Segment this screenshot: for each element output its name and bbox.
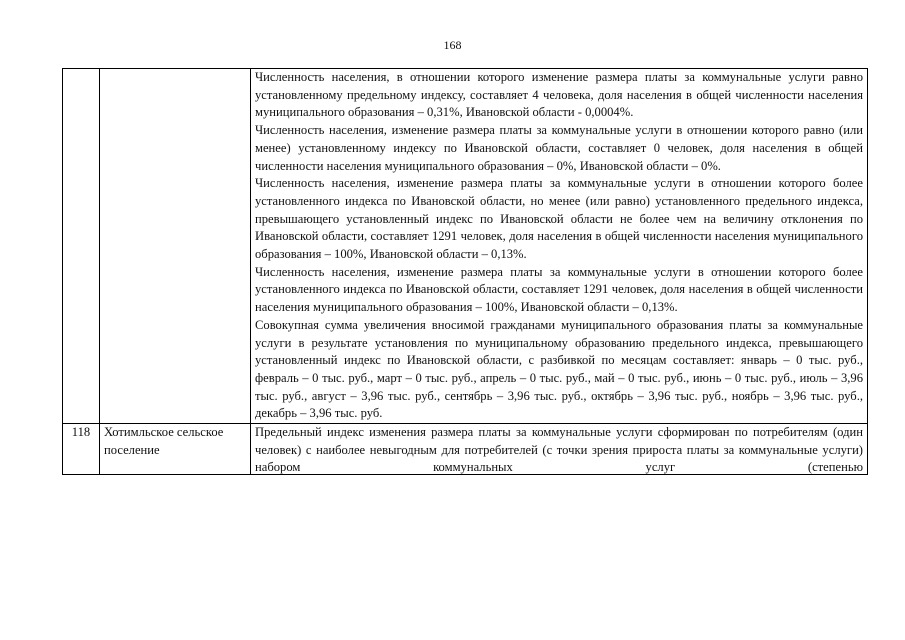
description-cell <box>251 69 868 424</box>
paragraph-population-between-indices: Численность населения, изменение размера платы за коммунальные услуги в отношении которого более установленного индекса по Ивановской области, но менее (или равно) установленного предельного индекса, превышающего установленный индекс по Ивановской области не более чем на величину отклонения по Ивановской области, составляет 1291 человек, доля населения в общей численности населения муниципального образования – 100%, Ивановской области – 0,13%. <box>255 176 863 262</box>
clipped-description <box>255 424 863 474</box>
page-number: 168 <box>443 38 462 52</box>
paragraph-limit-index-formation: Предельный индекс изменения размера платы за коммунальные услуги сформирован по потребителям (один человек) с наиболее невыгодным для потребителей (с точки зрения прироста платы за коммунальные услуги) набором коммунальных услуг (степенью <box>255 425 863 475</box>
municipality-table <box>62 68 868 475</box>
table-row <box>63 424 868 475</box>
paragraph-population-equal-limit: Численность населения, в отношении которого изменение размера платы за коммунальные услуги равно установленному предельному индексу, составляет 4 человека, доля населения в общей численности населения муниципального образования – 0,31%, Ивановской области - 0,0004%. <box>255 70 863 120</box>
municipality-name-cell <box>100 69 251 424</box>
paragraph-monthly-increase: Совокупная сумма увеличения вносимой гражданами муниципального образования платы за коммунальные услуги в результате установления по муниципальному образованию предельного индекса, превышающего установленный индекс по Ивановской области, с разбивкой по месяцам составляет: январь – 0 тыс. руб., февраль – 0 тыс. руб., март – 0 тыс. руб., апрель – 0 тыс. руб., май – 0 тыс. руб., июнь – 0 тыс. руб., июль – 3,96 тыс. руб., август – 3,96 тыс. руб., сентябрь – 3,96 тыс. руб., октябрь – 3,96 тыс. руб., ноябрь – 3,96 тыс. руб., декабрь – 3,96 тыс. руб. <box>255 317 863 421</box>
municipality-name-cell: Хотимльское сельское поселение <box>100 424 251 475</box>
paragraph-population-equal-regional: Численность населения, изменение размера платы за коммунальные услуги в отношении которого равно (или менее) установленному индексу по Ивановской области, составляет 0 человек, доля населения в общей численности населения муниципального образования – 0%, Ивановской области – 0%. <box>255 123 863 173</box>
paragraph-population-above-regional: Численность населения, изменение размера платы за коммунальные услуги в отношении которого более установленного индекса по Ивановской области, составляет 1291 человек, доля населения в общей численности населения муниципального образования – 100%, Ивановской области – 0,13%. <box>255 264 863 315</box>
row-number-cell <box>63 69 100 424</box>
row-number-cell: 118 <box>63 424 100 475</box>
table-row <box>63 69 868 424</box>
description-cell <box>251 424 868 475</box>
